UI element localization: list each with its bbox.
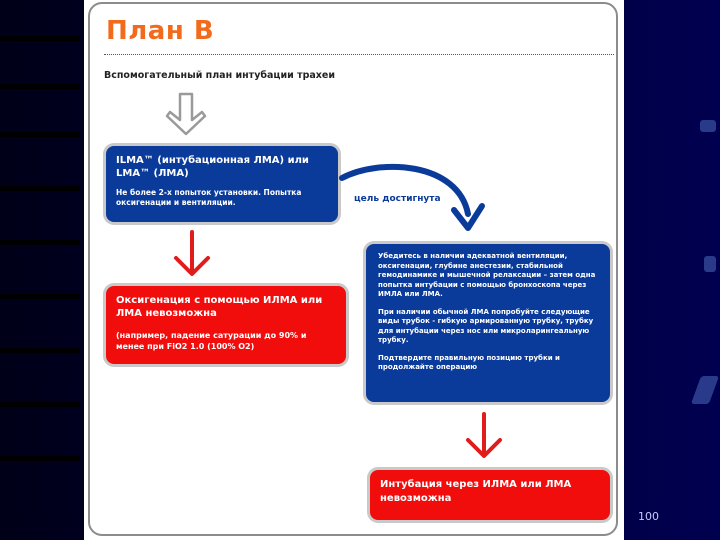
- slide-subtitle: Вспомогательный план интубации трахеи: [104, 70, 336, 81]
- slide-title: План B: [106, 16, 215, 46]
- goal-reached-label: цель достигнута: [354, 194, 441, 204]
- intubation-failed-heading: Интубация через ИЛМА или ЛМА невозможна: [380, 479, 572, 504]
- outline-down-arrow-icon: [168, 92, 208, 138]
- decor-stripe: [0, 294, 80, 299]
- decor-stripe: [0, 186, 80, 191]
- decor-stripe: [0, 402, 80, 407]
- oxygenation-failed-note: (например, падение сатурации до 90% и менее при FiO2 1.0 (100% O2): [116, 331, 307, 351]
- success-paragraph-3: Подтвердите правильную позицию трубки и продолжайте операцию: [378, 353, 560, 371]
- oxygenation-failed-heading: Оксигенация с помощью ИЛМА или ЛМА невозможна: [116, 295, 323, 319]
- decor-shape: [700, 120, 716, 132]
- red-down-arrow-icon: [464, 412, 504, 460]
- title-divider: [104, 54, 614, 55]
- intubation-failed-box: [370, 470, 610, 520]
- slide-frame: [88, 2, 618, 536]
- oxygenation-failed-box: [106, 286, 346, 364]
- slide: [84, 0, 624, 540]
- ilma-box: [106, 146, 338, 222]
- decor-stripe: [0, 240, 80, 245]
- decor-stripe: [0, 348, 80, 353]
- decor-stripe: [0, 132, 80, 137]
- success-paragraph-2: При наличии обычной ЛМА попробуйте следующие виды трубок - гибкую армированную трубку, трубку для интубации через нос или микроларингеальную трубку.: [378, 307, 594, 344]
- decor-stripe: [0, 36, 80, 41]
- decor-stripe: [0, 456, 80, 461]
- decor-stripe: [0, 84, 80, 89]
- decor-shape: [704, 256, 716, 272]
- page-number: 100: [638, 510, 659, 523]
- success-box: [366, 244, 610, 402]
- success-paragraph-1: Убедитесь в наличии адекватной вентиляции, оксигенации, глубине анестезии, стабильной гемодинамике и мышечной релаксации – затем одна попытка интубации с помощью бронхоскопа через ИМЛА или ЛМА.: [378, 252, 596, 298]
- ilma-note: Не более 2-х попыток установки. Попытка оксигенации и вентиляции.: [116, 188, 302, 207]
- ilma-heading: ILMA™ (интубационная ЛМА) или LMA™ (ЛМА): [116, 155, 309, 179]
- red-down-arrow-icon: [172, 230, 212, 278]
